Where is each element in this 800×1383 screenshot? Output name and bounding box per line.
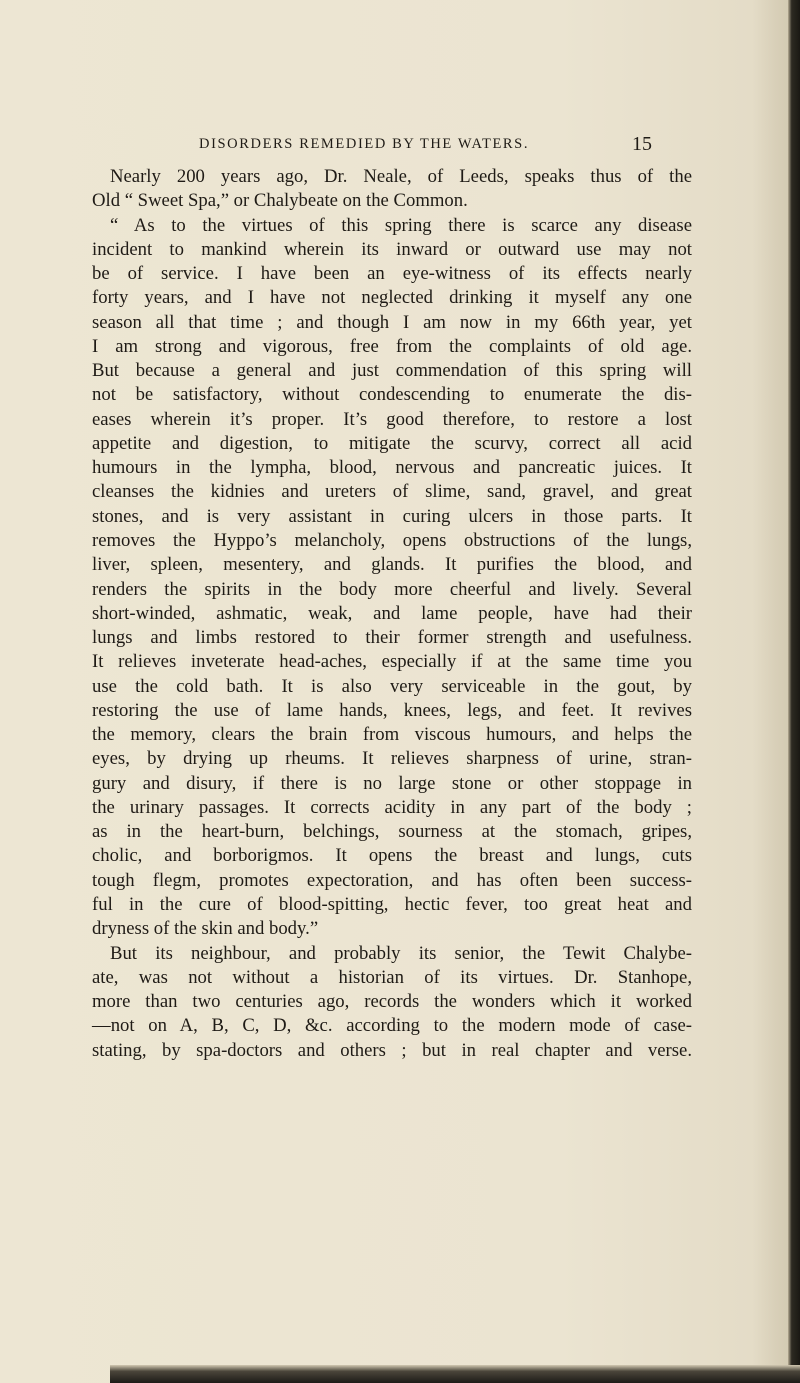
text-line: renders the spirits in the body more cheerful and lively. Several [92,578,692,600]
text-line: short-winded, ashmatic, weak, and lame people, have had their [92,602,692,624]
text-line: humours in the lympha, blood, nervous and pancreatic juices. It [92,457,692,479]
text-line: “ As to the virtues of this spring there is scarce any disease [110,214,692,236]
text-line: Old “ Sweet Spa,” or Chalybeate on the Common. [92,190,468,212]
running-head [0,133,800,160]
text-line: as in the heart-burn, belchings, sourness at the stomach, gripes, [92,821,692,843]
text-line: But because a general and just commendation of this spring will [92,360,692,382]
text-line: liver, spleen, mesentery, and glands. It purifies the blood, and [92,554,692,576]
text-line: eases wherein it’s proper. It’s good therefore, to restore a lost [92,408,692,430]
text-line: But its neighbour, and probably its senior, the Tewit Chalybe- [110,942,692,964]
text-line: use the cold bath. It is also very serviceable in the gout, by [92,675,692,697]
text-line: It relieves inveterate head-aches, especially if at the same time you [92,651,692,673]
page-edge-right [788,0,800,1383]
page-edge-bottom [110,1365,800,1383]
text-line: cleanses the kidnies and ureters of slime, sand, gravel, and great [92,481,692,503]
text-line: tough flegm, promotes expectoration, and has often been success- [92,869,692,891]
text-line: restoring the use of lame hands, knees, legs, and feet. It revives [92,699,692,721]
text-line: ful in the cure of blood-spitting, hectic fever, too great heat and [92,893,692,915]
text-line: stating, by spa-doctors and others ; but in real chapter and verse. [92,1039,692,1061]
text-line: ate, was not without a historian of its virtues. Dr. Stanhope, [92,966,692,988]
text-line: stones, and is very assistant in curing ulcers in those parts. It [92,505,692,527]
text-line: season all that time ; and though I am now in my 66th year, yet [92,311,692,333]
text-line: I am strong and vigorous, free from the complaints of old age. [92,335,692,357]
text-line: the memory, clears the brain from viscous humours, and helps the [92,724,692,746]
text-line: more than two centuries ago, records the wonders which it worked [92,991,692,1013]
text-line: eyes, by drying up rheums. It relieves sharpness of urine, stran- [92,748,692,770]
text-line: gury and disury, if there is no large stone or other stoppage in [92,772,692,794]
running-head-title: DISORDERS REMEDIED BY THE WATERS. [199,136,530,152]
text-line: incident to mankind wherein its inward or outward use may not [92,238,692,260]
text-line: appetite and digestion, to mitigate the scurvy, correct all acid [92,432,692,454]
text-line: forty years, and I have not neglected drinking it myself any one [92,287,692,309]
text-line: dryness of the skin and body.” [92,918,319,940]
text-line: lungs and limbs restored to their former strength and usefulness. [92,627,692,649]
body-text [92,165,692,1063]
text-line: not be satisfactory, without condescending to enumerate the dis- [92,384,692,406]
text-line: the urinary passages. It corrects acidity in any part of the body ; [92,796,692,818]
text-line: removes the Hyppo’s melancholy, opens obstructions of the lungs, [92,529,692,551]
text-line: Nearly 200 years ago, Dr. Neale, of Leeds, speaks thus of the [110,166,692,187]
text-line: cholic, and borborigmos. It opens the breast and lungs, cuts [92,845,692,867]
page-number: 15 [632,133,652,155]
text-line: be of service. I have been an eye-witness of its effects nearly [92,263,692,285]
text-line: —not on A, B, C, D, &c. according to the modern mode of case- [92,1015,692,1037]
